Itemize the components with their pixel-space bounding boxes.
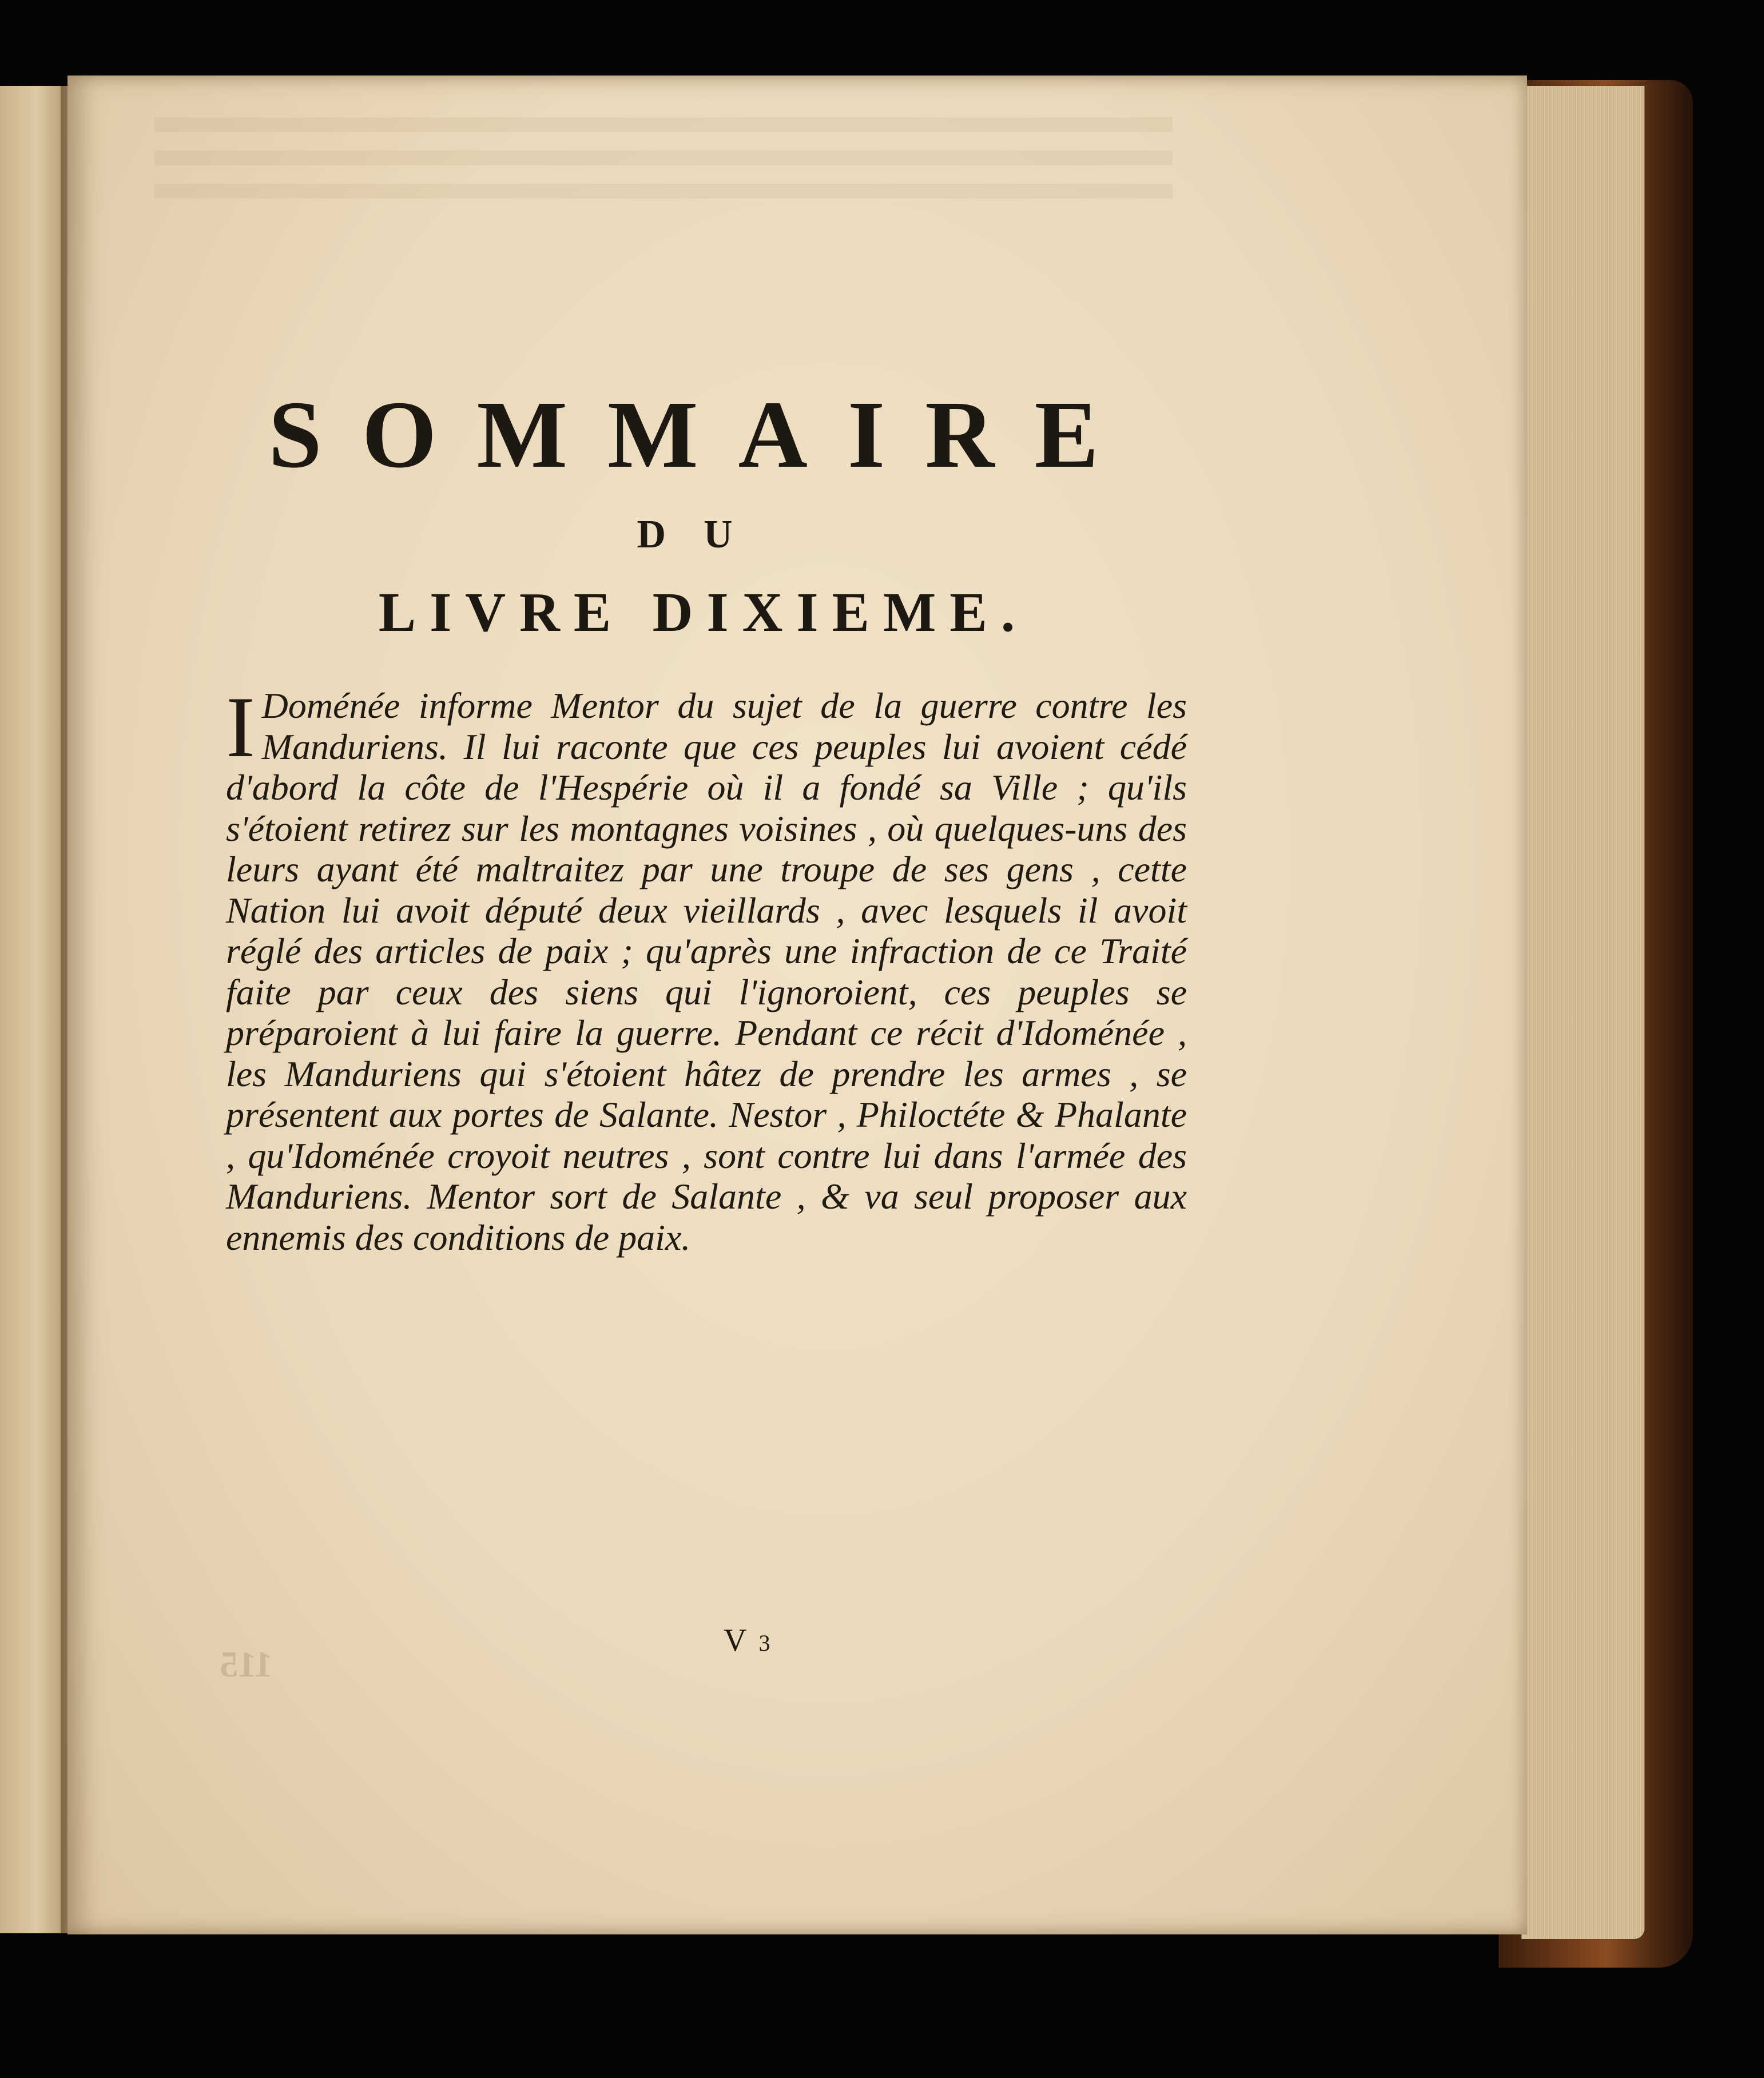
left-page-edge xyxy=(0,86,67,1933)
signature-mark xyxy=(724,1624,772,1656)
signature-letter: V xyxy=(724,1623,749,1658)
heading-livre-dixieme: LIVRE DIXIEME. xyxy=(378,582,1029,643)
heading-du: DU xyxy=(637,512,770,557)
library-stamp: 115 xyxy=(220,1644,273,1684)
show-through-text xyxy=(154,117,1173,214)
summary-text: Doménée informe Mentor du sujet de la guerre contre les Manduriens. Il lui raconte que ces peuples lui avoient cédé d'abord la côte de l'Hespérie où il a fondé sa Ville ; qu'ils s'étoient retirez sur les montagnes voisines , où quelques-uns des leurs ayant été maltraitez par une troupe de ses gens , cette Nation lui avoit député deux vieillards , avec lesquels il avoit réglé des articles de paix ; qu'après une infraction de ce Traité faite par ceux des siens qui l'ignoroient, ces peuples se préparoient à lui faire la guerre. Pendant ce récit d'Idoménée , les Manduriens qui s'étoient hâtez de prendre les armes , se présentent aux portes de Salante. Nestor , Philoctéte & Phalante , qu'Idoménée croyoit neutres , sont contre lui dans l'armée des Manduriens. Mentor sort de Salante , & va seul proposer aux ennemis des conditions de paix. xyxy=(226,685,1187,1258)
page-edges xyxy=(1521,86,1644,1939)
summary-paragraph xyxy=(226,679,1187,1258)
heading-sommaire: SOMMAIRE xyxy=(268,382,1139,488)
signature-number: 3 xyxy=(758,1630,773,1656)
drop-cap: I xyxy=(226,679,255,775)
